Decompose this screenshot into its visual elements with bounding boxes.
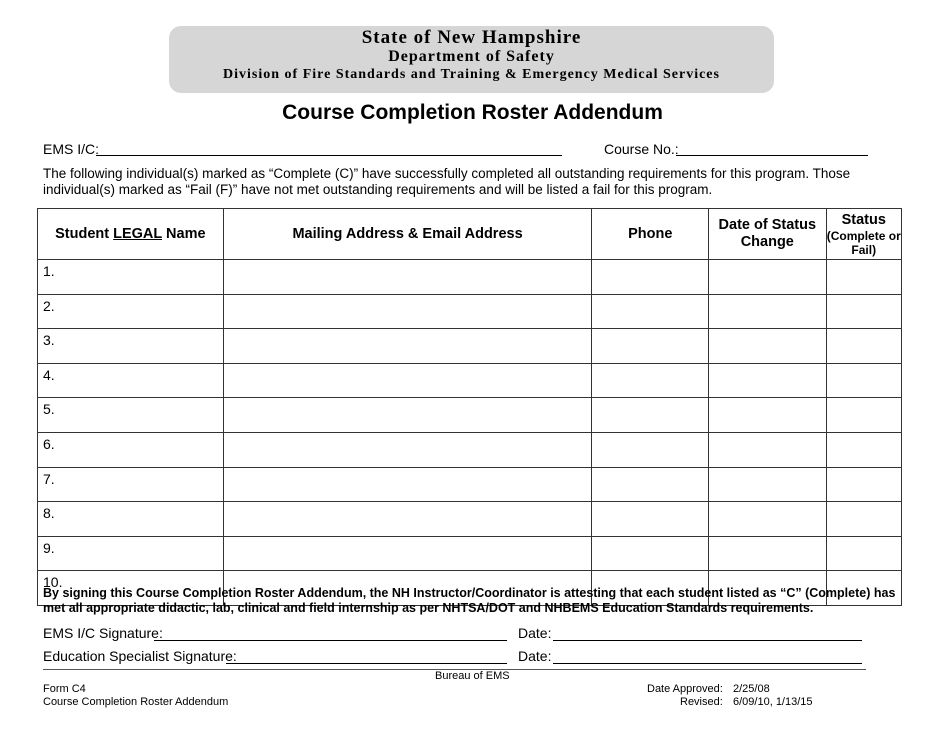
department-heading: Department of Safety bbox=[388, 48, 555, 65]
ic-signature-label: EMS I/C Signature: bbox=[43, 625, 163, 641]
footer-form: Form C4 bbox=[43, 683, 86, 695]
specialist-signature-field[interactable] bbox=[226, 663, 507, 664]
address-cell[interactable] bbox=[223, 398, 592, 433]
date-cell[interactable] bbox=[709, 432, 826, 467]
col-address: Mailing Address & Email Address bbox=[223, 209, 592, 260]
table-row bbox=[38, 294, 902, 329]
phone-cell[interactable] bbox=[592, 536, 709, 571]
status-cell[interactable] bbox=[826, 329, 902, 364]
specialist-signature-label: Education Specialist Signature: bbox=[43, 648, 237, 664]
date-cell[interactable] bbox=[709, 260, 826, 295]
row-number-cell: 7. bbox=[38, 467, 224, 502]
address-cell[interactable] bbox=[223, 467, 592, 502]
address-cell[interactable] bbox=[223, 363, 592, 398]
ic-date-label: Date: bbox=[518, 625, 552, 641]
footer-form-name: Course Completion Roster Addendum bbox=[43, 696, 229, 708]
phone-cell[interactable] bbox=[592, 467, 709, 502]
table-row bbox=[38, 363, 902, 398]
date-cell[interactable] bbox=[709, 502, 826, 537]
status-cell[interactable] bbox=[826, 363, 902, 398]
address-cell[interactable] bbox=[223, 294, 592, 329]
status-header: Status bbox=[841, 211, 886, 228]
status-cell[interactable] bbox=[826, 467, 902, 502]
ic-signature-field[interactable] bbox=[154, 640, 507, 641]
footer-revised-value: 6/09/10, 1/13/15 bbox=[733, 696, 813, 708]
address-cell[interactable] bbox=[223, 260, 592, 295]
division-heading: Division of Fire Standards and Training & Emergency Medical Services bbox=[223, 67, 720, 82]
row-number-cell: 10. bbox=[38, 571, 224, 606]
row-number-cell: 1. bbox=[38, 260, 224, 295]
state-heading: State of New Hampshire bbox=[361, 27, 582, 48]
course-no-field[interactable] bbox=[676, 155, 868, 156]
row-number-cell: 4. bbox=[38, 363, 224, 398]
table-row bbox=[38, 329, 902, 364]
phone-cell[interactable] bbox=[592, 363, 709, 398]
attestation-text: By signing this Course Completion Roster Addendum, the NH Instructor/Coordinator is attesting that each student listed as “C” (Complete) has met all appropriate didactic, lab, clinical and field internship as per NHTSA/DOT and NHBEMS Education Standards requirements. bbox=[43, 586, 896, 615]
header-row bbox=[38, 209, 902, 260]
status-cell[interactable] bbox=[826, 502, 902, 537]
table-row bbox=[38, 432, 902, 467]
row-number-cell: 6. bbox=[38, 432, 224, 467]
phone-cell[interactable] bbox=[592, 502, 709, 537]
page-title: Course Completion Roster Addendum bbox=[282, 101, 663, 124]
table-row bbox=[38, 536, 902, 571]
status-cell[interactable] bbox=[826, 536, 902, 571]
footer-bureau: Bureau of EMS bbox=[435, 670, 510, 682]
date-cell[interactable] bbox=[709, 467, 826, 502]
phone-cell[interactable] bbox=[592, 329, 709, 364]
address-cell[interactable] bbox=[223, 329, 592, 364]
ems-ic-field[interactable] bbox=[96, 155, 562, 156]
address-cell[interactable] bbox=[223, 536, 592, 571]
ic-date-field[interactable] bbox=[553, 640, 862, 641]
date-cell[interactable] bbox=[709, 294, 826, 329]
intro-text: The following individual(s) marked as “Complete (C)” have successfully completed all outstanding requirements for this program. Those individual(s) marked as “Fail (F)” have not met outstanding requirements and will be listed a fail for this program. bbox=[43, 166, 851, 197]
name-header-legal: LEGAL bbox=[113, 225, 162, 242]
table-row bbox=[38, 502, 902, 537]
table-row bbox=[38, 260, 902, 295]
date-cell[interactable] bbox=[709, 536, 826, 571]
course-no-label: Course No.: bbox=[604, 141, 679, 157]
status-cell[interactable] bbox=[826, 432, 902, 467]
row-number-cell: 5. bbox=[38, 398, 224, 433]
col-phone: Phone bbox=[592, 209, 709, 260]
table-row bbox=[38, 398, 902, 433]
status-subheader: (Complete or Fail) bbox=[826, 228, 901, 257]
specialist-date-label: Date: bbox=[518, 648, 552, 664]
ems-ic-label: EMS I/C: bbox=[43, 141, 100, 157]
date-cell[interactable] bbox=[709, 329, 826, 364]
header-banner bbox=[169, 26, 774, 93]
row-number-cell: 8. bbox=[38, 502, 224, 537]
phone-cell[interactable] bbox=[592, 294, 709, 329]
name-header-post: Name bbox=[162, 225, 206, 242]
roster-table bbox=[37, 208, 902, 606]
col-status bbox=[826, 209, 902, 260]
row-number-cell: 3. bbox=[38, 329, 224, 364]
address-cell[interactable] bbox=[223, 502, 592, 537]
date-cell[interactable] bbox=[709, 363, 826, 398]
row-number-cell: 2. bbox=[38, 294, 224, 329]
status-cell[interactable] bbox=[826, 260, 902, 295]
footer-revised-label: Revised: bbox=[680, 696, 723, 708]
footer-approved-value: 2/25/08 bbox=[733, 683, 770, 695]
phone-cell[interactable] bbox=[592, 398, 709, 433]
footer-approved-label: Date Approved: bbox=[647, 683, 723, 695]
status-cell[interactable] bbox=[826, 294, 902, 329]
table-row bbox=[38, 467, 902, 502]
col-student-name bbox=[38, 209, 224, 260]
date-cell[interactable] bbox=[709, 398, 826, 433]
name-header-pre: Student bbox=[55, 225, 114, 242]
phone-cell[interactable] bbox=[592, 260, 709, 295]
status-cell[interactable] bbox=[826, 398, 902, 433]
specialist-date-field[interactable] bbox=[553, 663, 862, 664]
address-cell[interactable] bbox=[223, 432, 592, 467]
phone-cell[interactable] bbox=[592, 432, 709, 467]
row-number-cell: 9. bbox=[38, 536, 224, 571]
col-date: Date of Status Change bbox=[709, 209, 826, 260]
